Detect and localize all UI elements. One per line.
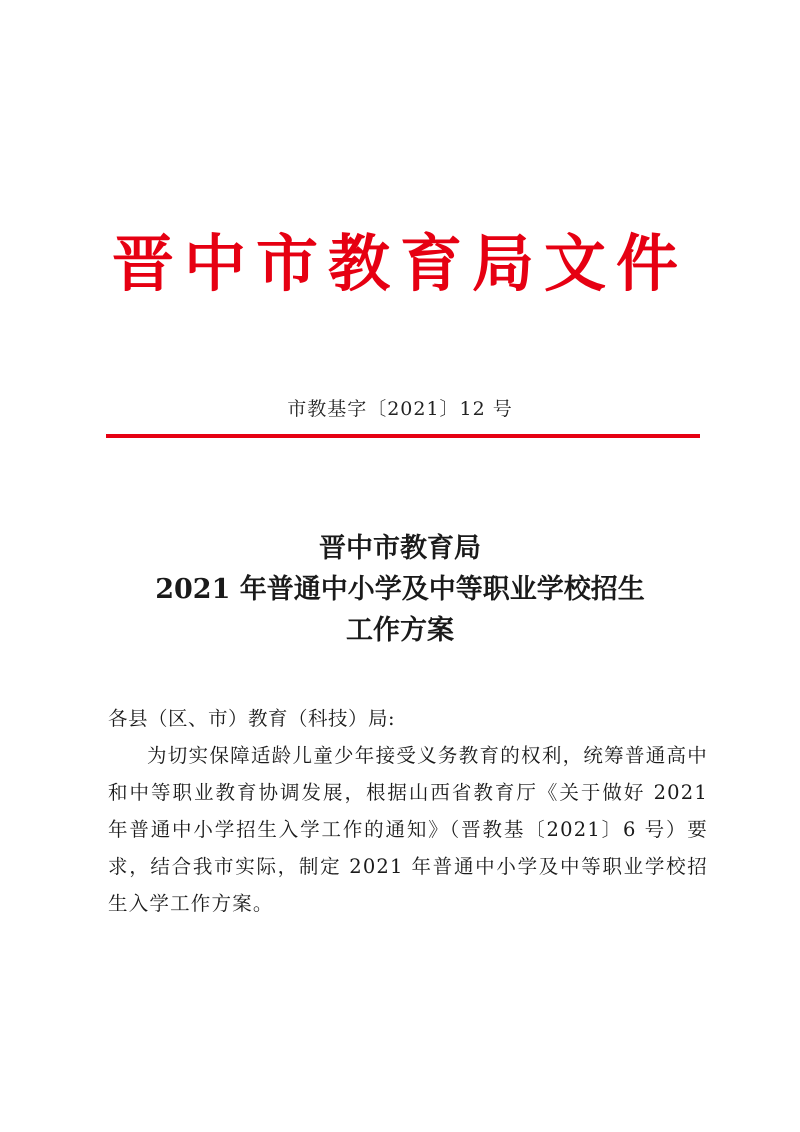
title-line-subject: 2021 年普通中小学及中等职业学校招生 bbox=[155, 574, 645, 605]
document-title bbox=[0, 528, 800, 651]
title-line-issuer: 晋中市教育局 bbox=[319, 533, 481, 564]
red-divider-line bbox=[106, 434, 700, 438]
title-line-type: 工作方案 bbox=[346, 615, 454, 646]
document-number: 市教基字〔2021〕12 号 bbox=[287, 398, 513, 420]
salutation: 各县（区、市）教育（科技）局: bbox=[108, 707, 396, 730]
body-paragraph: 为切实保障适龄儿童少年接受义务教育的权利，统筹普通高中和中等职业教育协调发展，根据山西省教育厅《关于做好 2021 年普通中小学招生入学工作的通知》（晋教基〔2021〕6 号）要求，结合我市实际，制定 2021 年普通中小学及中等职业学校招生入学工作方案。 bbox=[108, 744, 708, 915]
document-body bbox=[108, 700, 708, 922]
document-masthead: 晋中市教育局文件 bbox=[111, 227, 688, 300]
